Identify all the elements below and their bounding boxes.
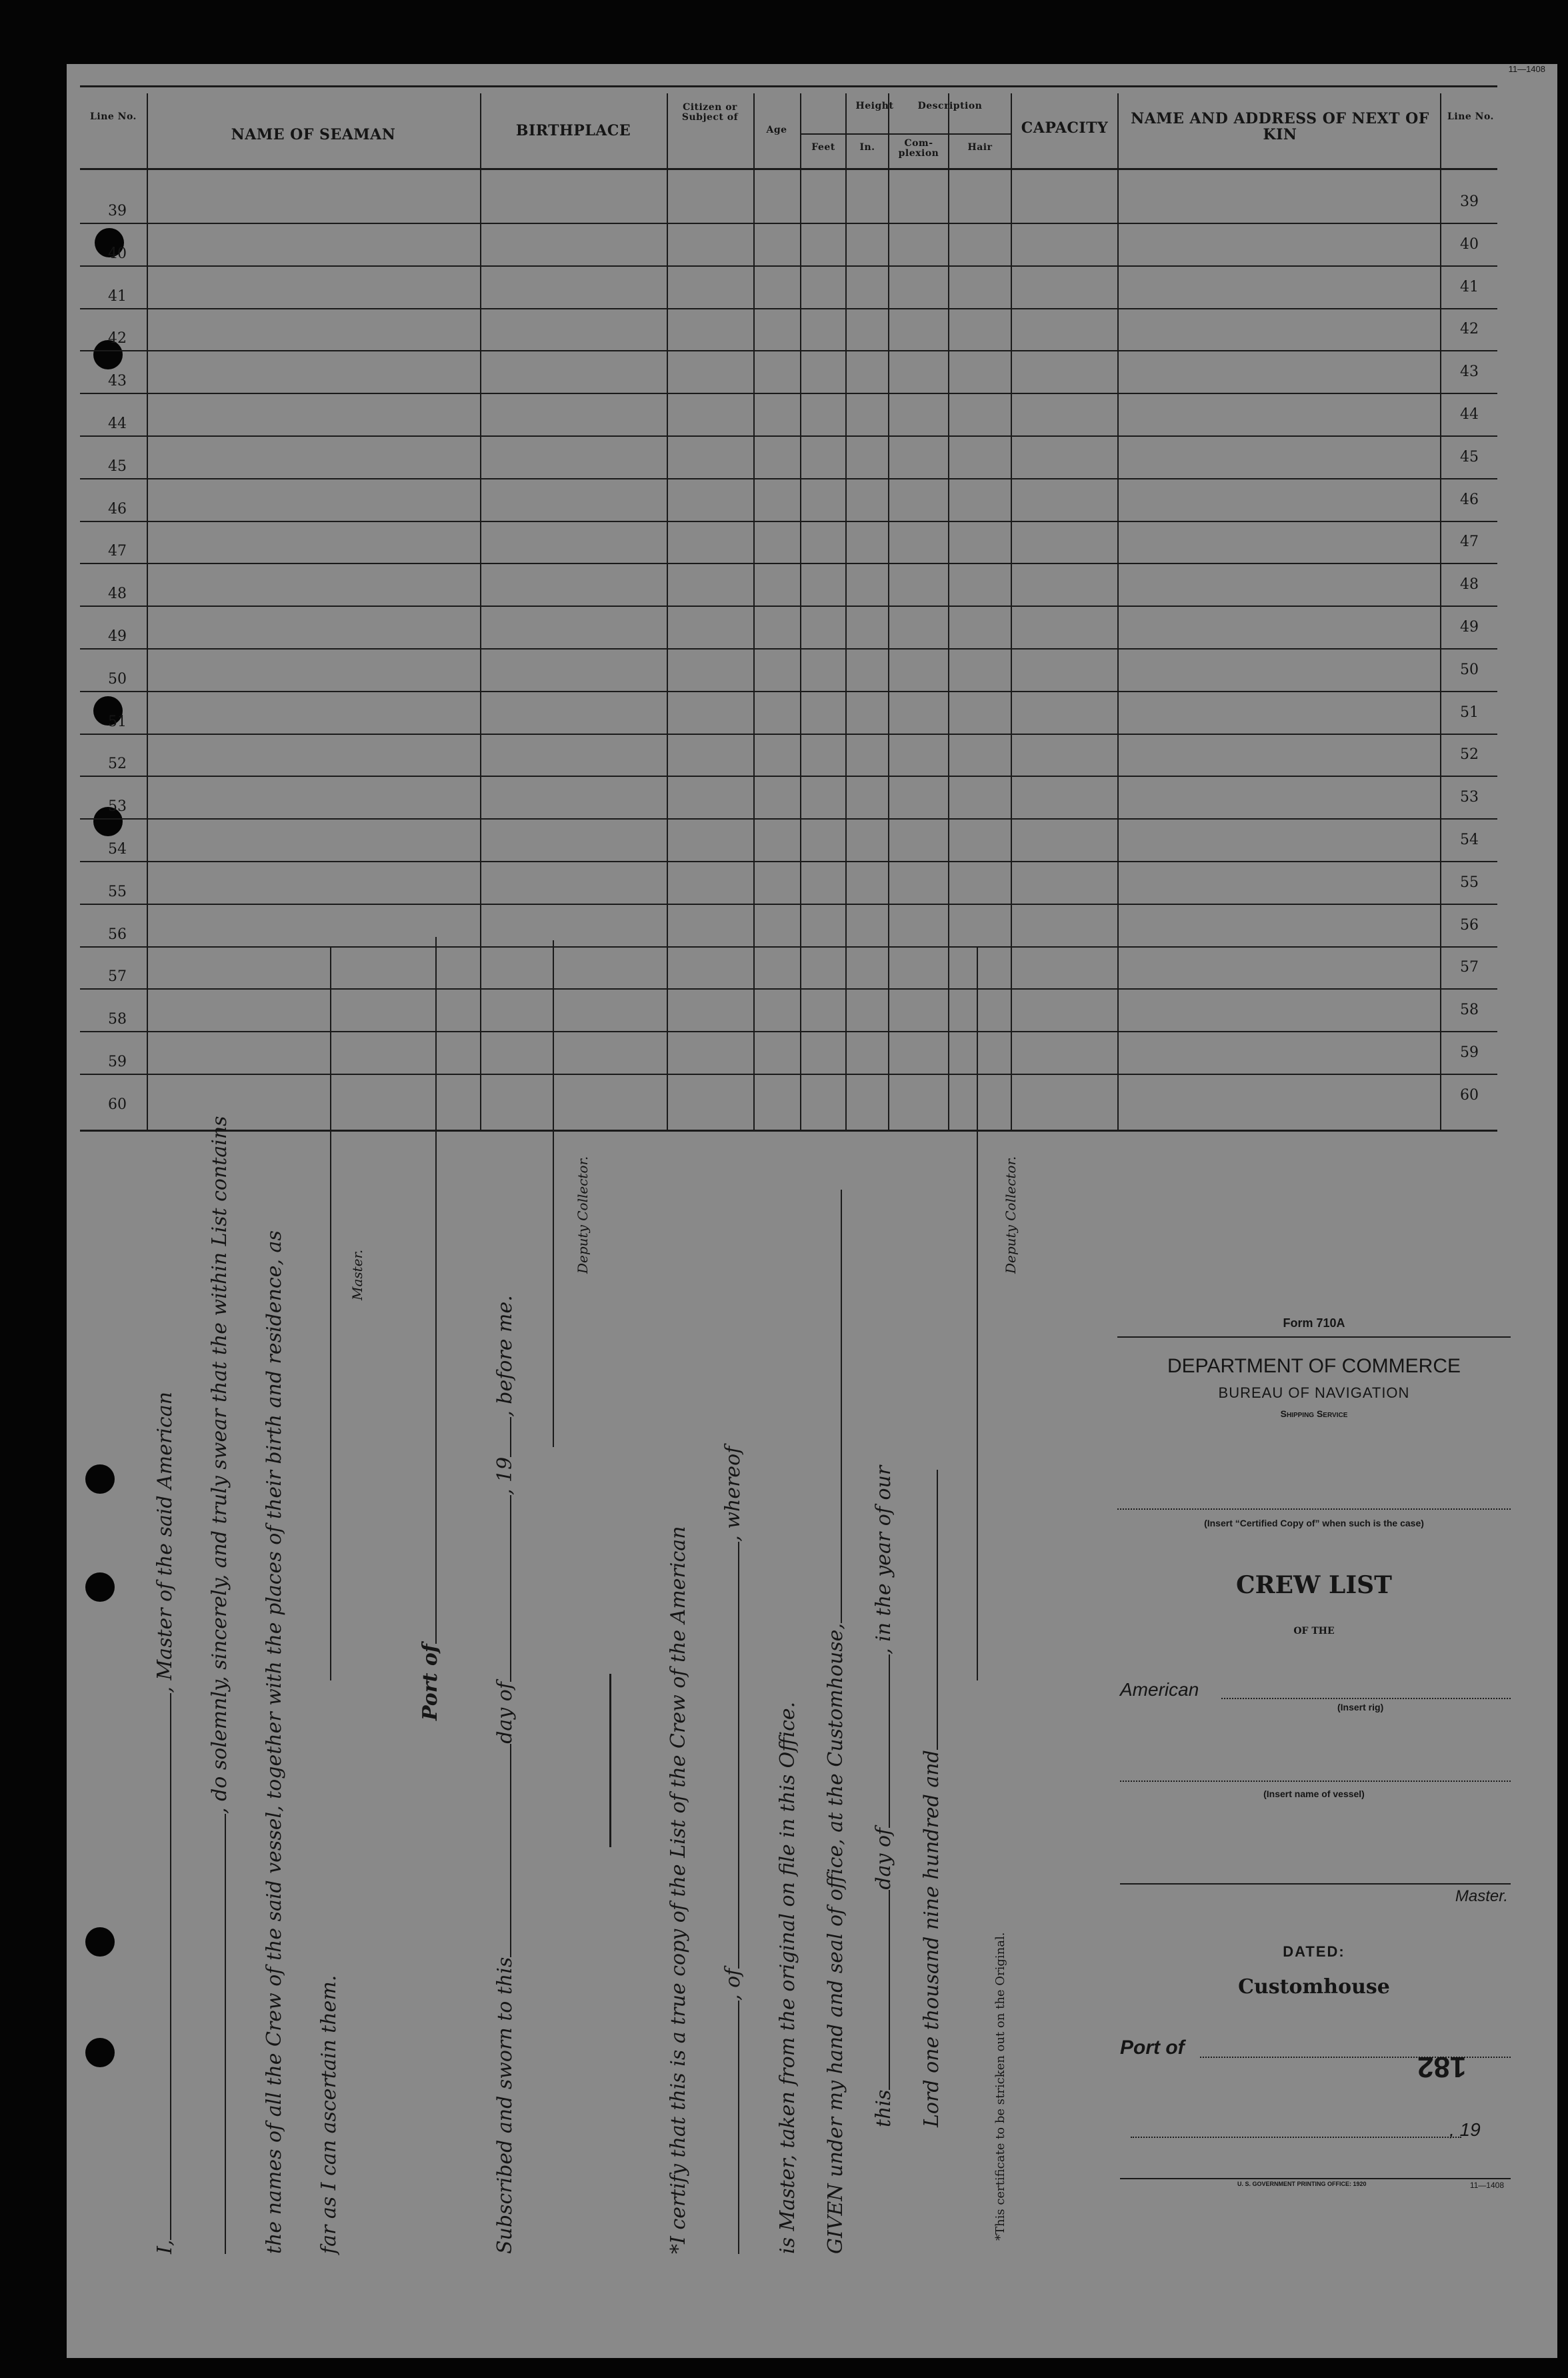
oath-line-2: , do solemnly, sincerely, and truly swear that the within List contains xyxy=(208,1116,231,2254)
dated-label: DATED: xyxy=(1283,1943,1345,1960)
row-number-left: 50 xyxy=(108,670,127,688)
table-row xyxy=(80,521,1497,522)
oath-line-3: the names of all the Crew of the said vessel, together with the places of their birth and residence, as xyxy=(263,1230,286,2254)
row-number-right: 43 xyxy=(1460,363,1479,381)
table-row xyxy=(80,478,1497,479)
table-row xyxy=(80,861,1497,862)
row-number-right: 51 xyxy=(1460,704,1479,721)
birthplace-header: BIRTHPLACE xyxy=(515,122,631,139)
table-row xyxy=(80,435,1497,437)
row-number-right: 47 xyxy=(1460,533,1479,551)
row-number-left: 45 xyxy=(108,457,127,475)
row-number-left: 51 xyxy=(108,713,127,730)
row-number-right: 46 xyxy=(1460,491,1479,508)
row-number-right: 58 xyxy=(1460,1002,1479,1019)
punch-hole xyxy=(85,1572,115,1602)
table-row xyxy=(80,691,1497,692)
table-row xyxy=(80,563,1497,564)
name-header: NAME OF SEAMAN xyxy=(231,126,396,143)
row-number-left: 60 xyxy=(108,1096,127,1113)
certify-line: *I certify that this is a true copy of the List of the Crew of the American xyxy=(667,1526,690,2254)
description-header: Description xyxy=(917,101,983,111)
table-row xyxy=(80,818,1497,820)
insert-rig-note: (Insert rig) xyxy=(1337,1702,1384,1712)
table-row xyxy=(80,606,1497,607)
row-number-right: 48 xyxy=(1460,576,1479,593)
line-no-header: Line No. xyxy=(90,111,137,122)
master-label-panel: Master. xyxy=(1455,1887,1508,1905)
vessel-name-blank xyxy=(225,1814,226,2254)
punch-hole xyxy=(85,2038,115,2067)
citizen-header: Citizen or Subject of xyxy=(681,102,739,123)
row-number-left: 40 xyxy=(108,245,127,262)
row-number-left: 46 xyxy=(108,500,127,517)
row-number-left: 44 xyxy=(108,415,127,432)
year-label: , 19 xyxy=(1449,2119,1481,2140)
insert-vessel-note: (Insert name of vessel) xyxy=(1263,1789,1365,1799)
row-number-right: 50 xyxy=(1460,661,1479,678)
complexion-header: Com- plexion xyxy=(898,138,939,159)
table-row xyxy=(80,1031,1497,1032)
next-of-kin-header: NAME AND ADDRESS OF NEXT OF KIN xyxy=(1131,110,1429,144)
row-number-right: 41 xyxy=(1460,278,1479,295)
table-row xyxy=(80,393,1497,394)
row-number-left: 41 xyxy=(108,287,127,305)
table-row xyxy=(80,734,1497,735)
crew-table xyxy=(80,85,1497,1132)
handwritten-mark: 182 xyxy=(1417,2051,1467,2083)
row-number-right: 45 xyxy=(1460,448,1479,465)
deputy-signature-line-1 xyxy=(536,940,559,1447)
given-line-2: thisday of, in the year of our xyxy=(872,1465,895,2127)
separator-rule xyxy=(593,1674,617,1847)
bureau-title: BUREAU OF NAVIGATION xyxy=(1218,1384,1410,1401)
row-number-left: 56 xyxy=(108,926,127,943)
feet-header: Feet xyxy=(811,142,835,153)
table-row xyxy=(80,1074,1497,1075)
master-name-blank xyxy=(170,1693,171,2240)
row-number-left: 53 xyxy=(108,798,127,816)
crew-list-title: CREW LIST xyxy=(1236,1571,1392,1599)
capacity-header: CAPACITY xyxy=(1021,119,1109,137)
certify-line-2: , of, whereof xyxy=(721,1446,745,2254)
given-line-3: Lord one thousand nine hundred and xyxy=(920,1470,943,2127)
row-number-left: 39 xyxy=(108,203,127,219)
department-title: DEPARTMENT OF COMMERCE xyxy=(1167,1355,1461,1377)
row-number-right: 39 xyxy=(1460,193,1479,210)
deputy-signature-line-2 xyxy=(960,947,983,1680)
row-number-right: 53 xyxy=(1460,789,1479,806)
row-number-right: 52 xyxy=(1460,746,1479,764)
row-number-left: 49 xyxy=(108,628,127,645)
form-number: Form 710A xyxy=(1283,1316,1345,1330)
port-of-label: Port of xyxy=(419,937,442,1720)
form-code-top: 11—1408 xyxy=(1508,64,1545,74)
deputy-collector-label-2: Deputy Collector. xyxy=(1003,1156,1019,1274)
row-number-right: 56 xyxy=(1460,916,1479,934)
customhouse-label: Customhouse xyxy=(1238,1975,1390,1999)
subscribed-line: Subscribed and sworn to thisday of, 19, before me. xyxy=(493,1295,517,2254)
row-number-left: 55 xyxy=(108,883,127,900)
table-row xyxy=(80,648,1497,650)
port-of-panel-label: Port of xyxy=(1120,2037,1185,2059)
oath-line-1: I,, Master of the said American xyxy=(153,1392,177,2254)
given-line: GIVEN under my hand and seal of office, at the Customhouse, xyxy=(824,1190,847,2254)
insert-certified-note: (Insert “Certified Copy of” when such is the case) xyxy=(1204,1518,1424,1528)
age-header: Age xyxy=(766,125,787,135)
table-row xyxy=(80,265,1497,267)
row-number-left: 57 xyxy=(108,968,127,986)
row-number-left: 59 xyxy=(108,1054,127,1070)
row-number-right: 60 xyxy=(1460,1086,1479,1104)
row-number-left: 48 xyxy=(108,585,127,603)
row-number-left: 43 xyxy=(108,373,127,390)
table-row xyxy=(80,350,1497,351)
row-number-right: 40 xyxy=(1460,235,1479,253)
row-number-right: 57 xyxy=(1460,959,1479,976)
row-number-right: 54 xyxy=(1460,832,1479,848)
row-number-left: 42 xyxy=(108,330,127,347)
line-no-right-header: Line No. xyxy=(1447,111,1494,122)
american-label: American xyxy=(1120,1679,1199,1700)
table-row xyxy=(80,946,1497,948)
height-header: Height xyxy=(855,101,894,111)
master-signature-line xyxy=(313,947,337,1680)
punch-hole xyxy=(85,1927,115,1957)
deputy-collector-label-1: Deputy Collector. xyxy=(575,1156,591,1274)
table-row xyxy=(80,776,1497,777)
footnote: *This certificate to be stricken out on the Original. xyxy=(993,1932,1007,2241)
cover-panel xyxy=(1117,1294,1511,2190)
row-number-right: 49 xyxy=(1460,619,1479,636)
row-number-left: 58 xyxy=(108,1011,127,1028)
inches-header: In. xyxy=(859,142,875,153)
punch-hole xyxy=(85,1464,115,1494)
printer-imprint: U. S. GOVERNMENT PRINTING OFFICE: 1920 xyxy=(1237,2181,1367,2187)
table-row xyxy=(80,223,1497,224)
table-row xyxy=(80,308,1497,309)
of-the-label: OF THE xyxy=(1293,1626,1335,1636)
master-label: Master. xyxy=(349,1249,365,1300)
row-number-right: 44 xyxy=(1460,406,1479,423)
table-row xyxy=(80,988,1497,990)
row-number-left: 47 xyxy=(108,543,127,560)
form-code-bottom: 11—1408 xyxy=(1469,2181,1504,2190)
oath-line-4: far as I can ascertain them. xyxy=(317,1975,341,2254)
row-number-left: 54 xyxy=(108,841,127,858)
table-row xyxy=(80,904,1497,905)
row-number-right: 55 xyxy=(1460,874,1479,891)
certify-line-3: is Master, taken from the original on file in this Office. xyxy=(776,1701,799,2254)
row-number-left: 52 xyxy=(108,756,127,773)
service-title: Shipping Service xyxy=(1280,1408,1348,1419)
row-number-right: 42 xyxy=(1460,321,1479,338)
hair-header: Hair xyxy=(967,142,993,153)
row-number-right: 59 xyxy=(1460,1044,1479,1061)
